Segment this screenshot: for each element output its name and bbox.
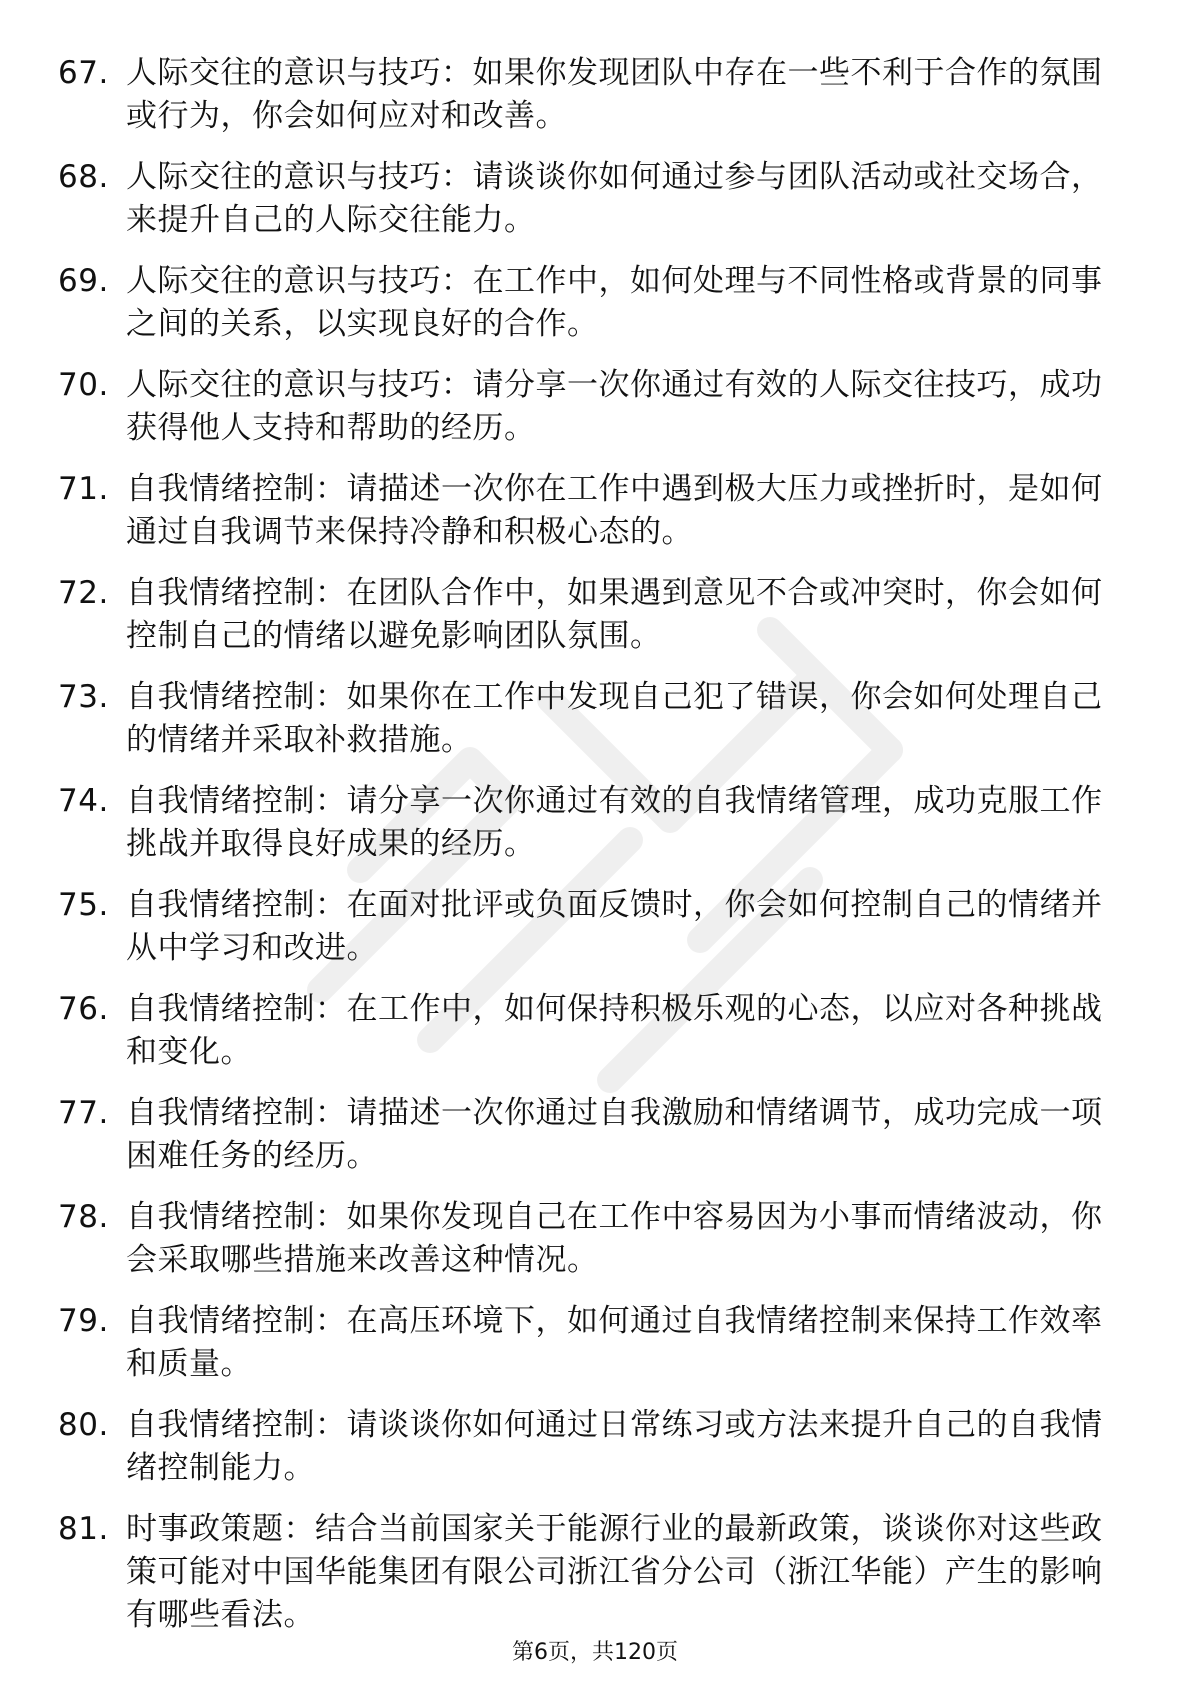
question-item (58, 780, 1118, 866)
question-text: 人际交往的意识与技巧：在工作中，如何处理与不同性格或背景的同事之间的关系，以实现良好的合作。 (126, 263, 1103, 342)
question-item (58, 52, 1118, 138)
question-text: 自我情绪控制：如果你在工作中发现自己犯了错误，你会如何处理自己的情绪并采取补救措施。 (126, 679, 1103, 758)
question-item (58, 884, 1118, 970)
question-number: 71. (58, 471, 109, 507)
question-text: 自我情绪控制：在工作中，如何保持积极乐观的心态，以应对各种挑战和变化。 (126, 991, 1103, 1070)
question-item (58, 1092, 1118, 1178)
question-item (58, 364, 1118, 450)
question-text: 自我情绪控制：在团队合作中，如果遇到意见不合或冲突时，你会如何控制自己的情绪以避免影响团队氛围。 (126, 575, 1103, 654)
page-footer: 第6页，共120页 (512, 1640, 678, 1665)
question-text: 自我情绪控制：请描述一次你通过自我激励和情绪调节，成功完成一项困难任务的经历。 (126, 1095, 1103, 1174)
question-number: 76. (58, 991, 109, 1027)
question-number: 70. (58, 367, 109, 403)
question-text: 人际交往的意识与技巧：请谈谈你如何通过参与团队活动或社交场合，来提升自己的人际交往能力。 (126, 159, 1103, 238)
question-text: 自我情绪控制：请描述一次你在工作中遇到极大压力或挫折时，是如何通过自我调节来保持冷静和积极心态的。 (126, 471, 1103, 550)
question-number: 80. (58, 1407, 109, 1443)
question-item (58, 1196, 1118, 1282)
question-text: 自我情绪控制：请分享一次你通过有效的自我情绪管理，成功克服工作挑战并取得良好成果的经历。 (126, 783, 1103, 862)
question-text: 自我情绪控制：在高压环境下，如何通过自我情绪控制来保持工作效率和质量。 (126, 1303, 1103, 1382)
question-item (58, 260, 1118, 346)
question-number: 68. (58, 159, 109, 195)
question-number: 78. (58, 1199, 109, 1235)
question-text: 自我情绪控制：请谈谈你如何通过日常练习或方法来提升自己的自我情绪控制能力。 (126, 1407, 1103, 1486)
question-number: 81. (58, 1511, 109, 1547)
question-list (58, 52, 1118, 1655)
question-text: 人际交往的意识与技巧：如果你发现团队中存在一些不利于合作的氛围或行为，你会如何应对和改善。 (126, 55, 1103, 134)
question-item (58, 468, 1118, 554)
question-number: 69. (58, 263, 109, 299)
question-item (58, 1300, 1118, 1386)
question-number: 74. (58, 783, 109, 819)
question-item (58, 1508, 1118, 1637)
question-text: 人际交往的意识与技巧：请分享一次你通过有效的人际交往技巧，成功获得他人支持和帮助的经历。 (126, 367, 1103, 446)
question-text: 自我情绪控制：如果你发现自己在工作中容易因为小事而情绪波动，你会采取哪些措施来改善这种情况。 (126, 1199, 1103, 1278)
question-item (58, 572, 1118, 658)
question-number: 79. (58, 1303, 109, 1339)
question-number: 77. (58, 1095, 109, 1131)
question-number: 67. (58, 55, 109, 91)
question-number: 75. (58, 887, 109, 923)
question-text: 自我情绪控制：在面对批评或负面反馈时，你会如何控制自己的情绪并从中学习和改进。 (126, 887, 1103, 966)
question-item (58, 1404, 1118, 1490)
question-item (58, 156, 1118, 242)
question-number: 72. (58, 575, 109, 611)
question-item (58, 988, 1118, 1074)
question-text: 时事政策题：结合当前国家关于能源行业的最新政策，谈谈你对这些政策可能对中国华能集团有限公司浙江省分公司（浙江华能）产生的影响有哪些看法。 (126, 1511, 1103, 1633)
question-item (58, 676, 1118, 762)
question-number: 73. (58, 679, 109, 715)
